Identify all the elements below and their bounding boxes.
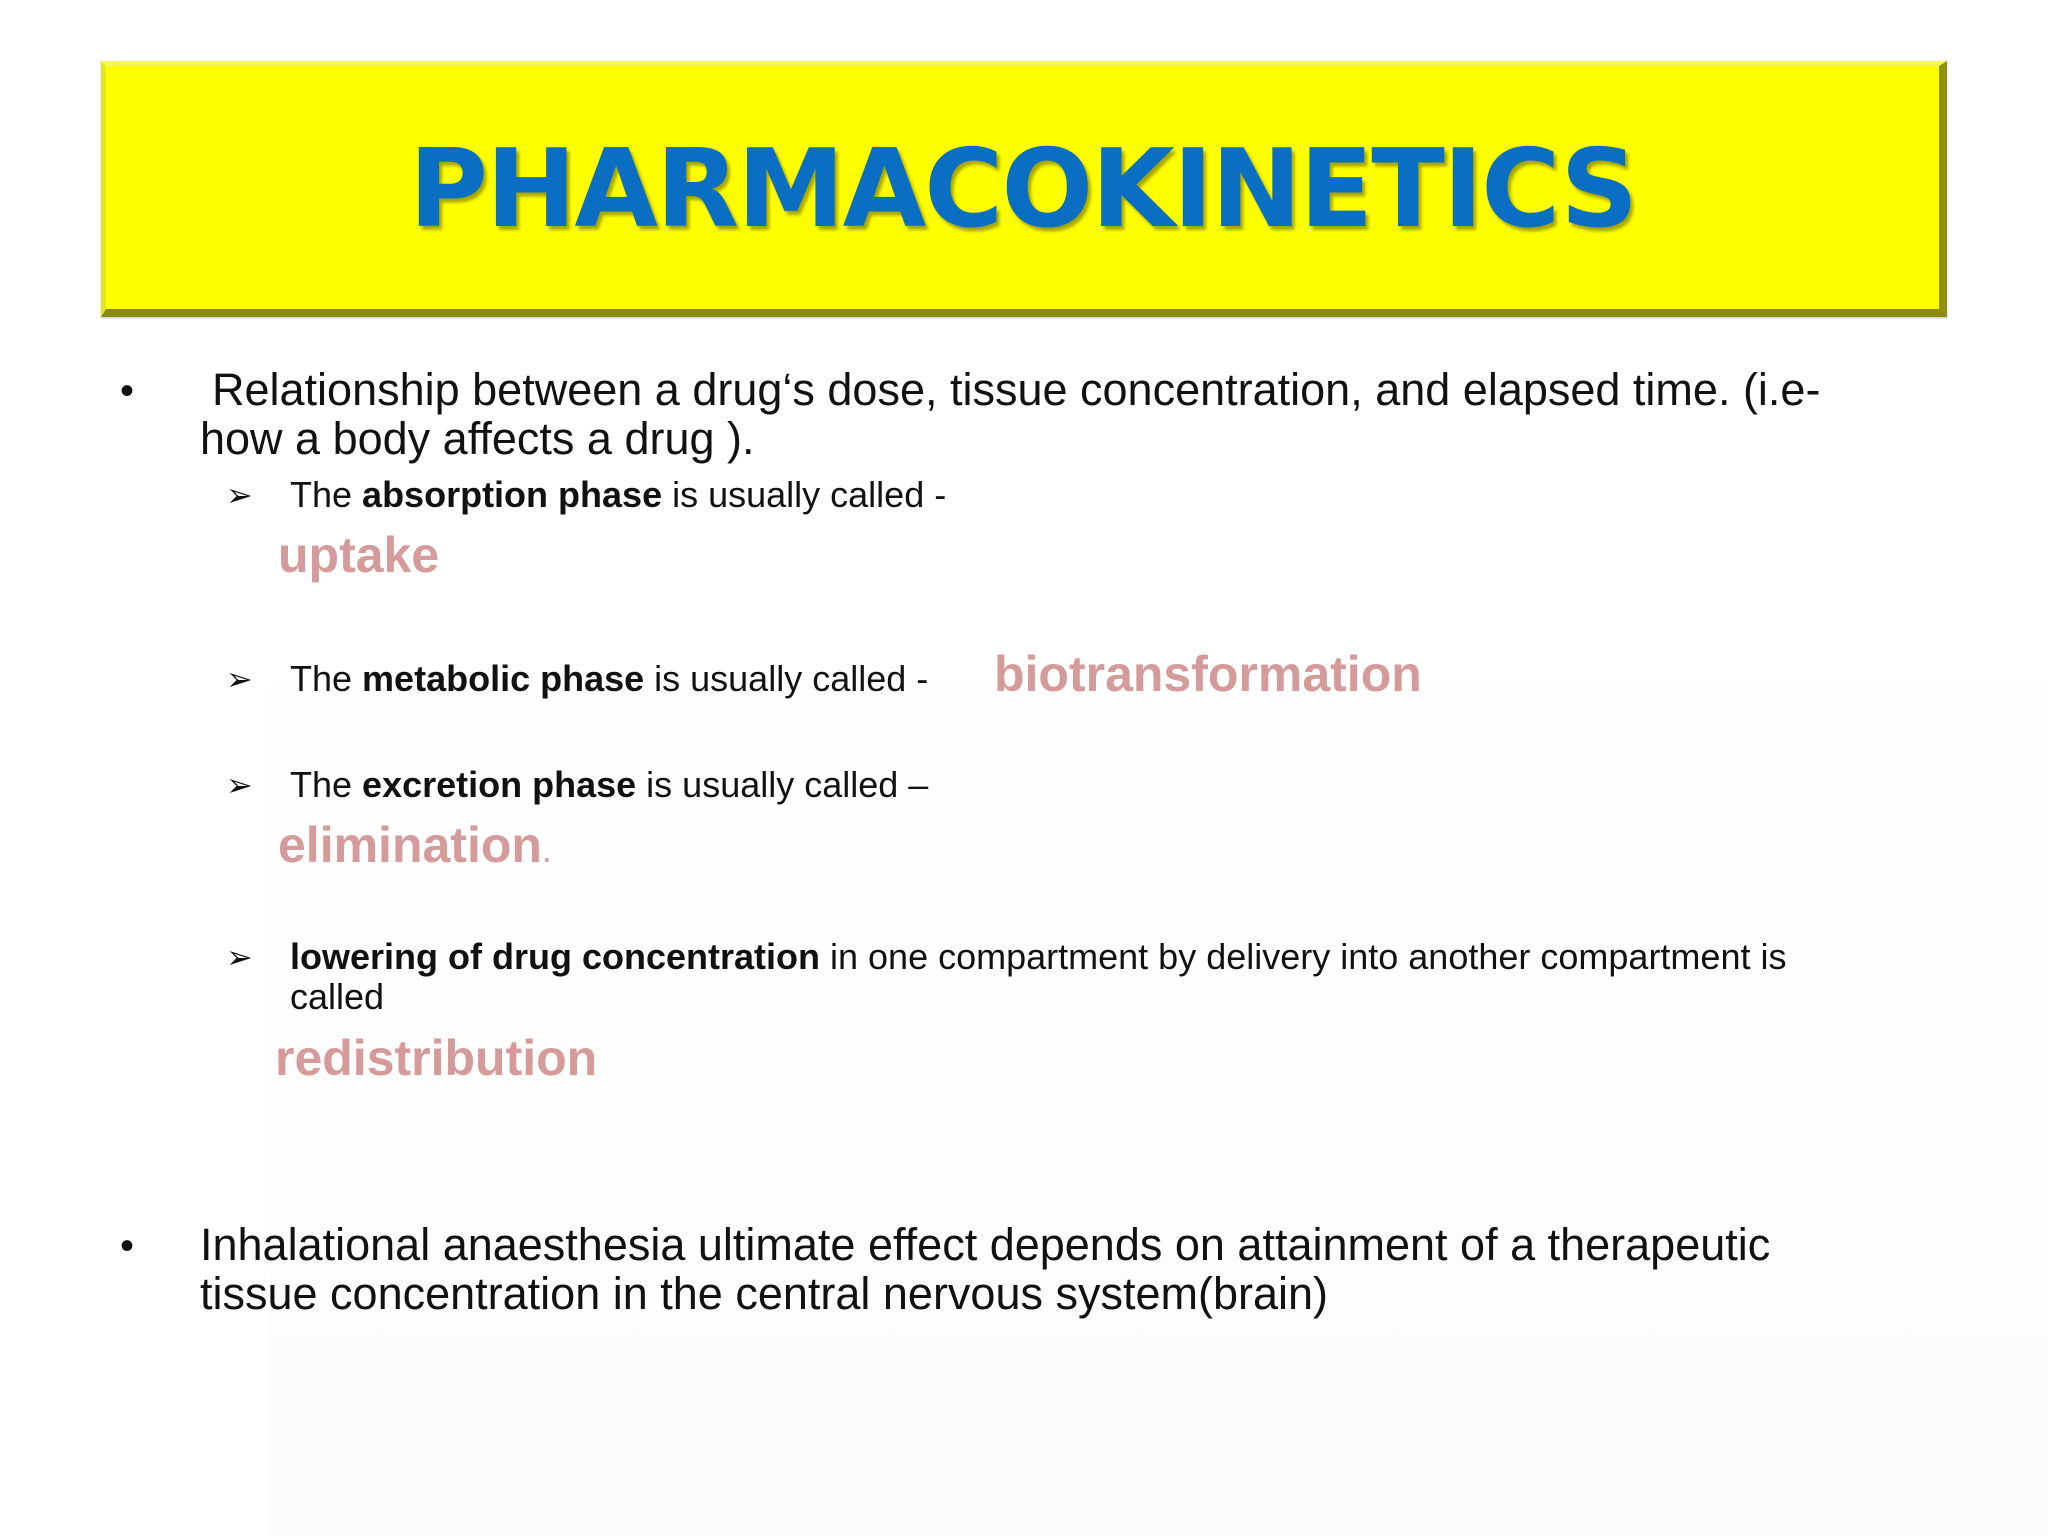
arrow-bullet-icon: ➢ bbox=[226, 767, 253, 803]
bullet-2-line-2: tissue concentration in the central nervous system(brain) bbox=[200, 1268, 1329, 1319]
term-uptake: uptake bbox=[278, 527, 440, 583]
arrow-bullet-icon: ➢ bbox=[226, 661, 253, 697]
bold-term: lowering of drug concentration bbox=[290, 936, 820, 977]
slide-title: PHARMACOKINETICS bbox=[408, 127, 1637, 252]
bullet-1-line-1: Relationship between a drug‘s dose, tissue concentration, and elapsed time. (i.e- bbox=[212, 364, 1821, 415]
term-biotransformation: biotransformation bbox=[994, 646, 1422, 702]
bold-term: metabolic phase bbox=[362, 658, 645, 699]
bullet-1-line-2: how a body affects a drug ). bbox=[200, 413, 755, 464]
bullet-icon: • bbox=[120, 369, 135, 413]
bullet-icon: • bbox=[120, 1224, 135, 1268]
bold-term: absorption phase bbox=[362, 474, 663, 515]
term-elimination: elimination. bbox=[278, 817, 552, 873]
title-banner bbox=[101, 61, 1947, 317]
sub-item-redistribution-line-2: called bbox=[290, 976, 385, 1017]
arrow-bullet-icon: ➢ bbox=[226, 939, 253, 975]
arrow-bullet-icon: ➢ bbox=[226, 477, 253, 513]
bullet-2-line-1: Inhalational anaesthesia ultimate effect depends on attainment of a therapeutic bbox=[200, 1219, 1771, 1270]
sub-item-excretion: The excretion phase is usually called – bbox=[290, 764, 929, 805]
bold-term: excretion phase bbox=[362, 764, 637, 805]
sub-item-metabolic: The metabolic phase is usually called - bbox=[290, 658, 929, 699]
sub-item-absorption: The absorption phase is usually called - bbox=[290, 474, 947, 515]
sub-item-redistribution-line-1: lowering of drug concentration in one compartment by delivery into another compartment is bbox=[290, 936, 1787, 977]
term-redistribution: redistribution bbox=[275, 1030, 598, 1086]
